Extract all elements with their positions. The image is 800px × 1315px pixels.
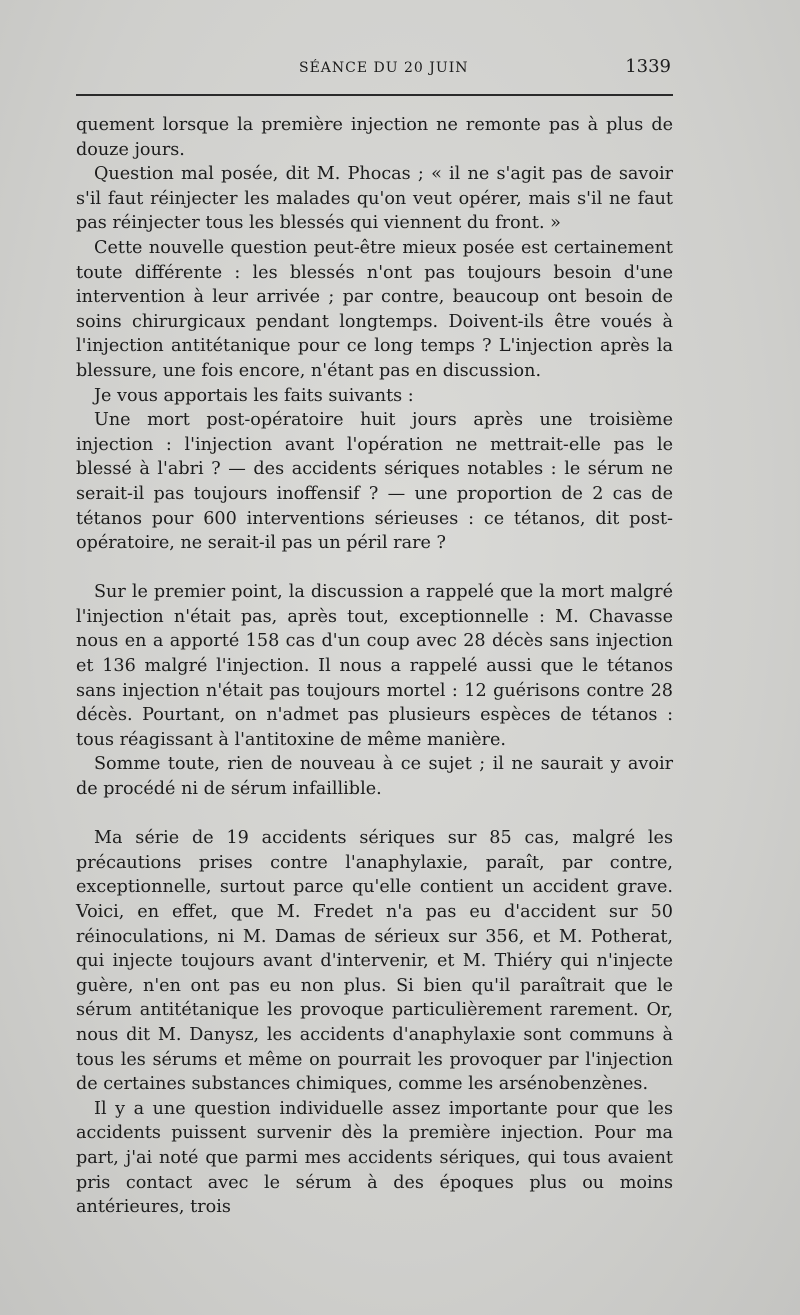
- header-rule: [76, 94, 673, 96]
- running-head: SÉANCE DU 20 JUIN: [299, 60, 469, 76]
- paragraph: quement lorsque la première injection ne remonte pas à plus de douze jours.: [76, 115, 673, 160]
- page-header: [76, 56, 673, 86]
- page-number: 1339: [625, 56, 671, 77]
- body-text: [76, 113, 673, 1220]
- paragraph: Une mort post-opératoire huit jours après une troisième injection : l'injection avant l'opération ne mettrait-elle pas le blessé à l'abri ? — des accidents sériques notables : le sérum ne serait-il pas toujours inoffensif ? — une proportion de 2 cas de tétanos pour 600 interventions sérieuses : ce tétanos, dit post-opératoire, ne serait-il pas un péril rare ?: [76, 410, 673, 554]
- section-gap: [76, 802, 673, 827]
- paragraph: Cette nouvelle question peut-être mieux posée est certainement toute différente : les blessés n'ont pas toujours besoin d'une intervention à leur arrivée ; par contre, beaucoup ont besoin de soins chirurgicaux pendant longtemps. Doivent-ils être voués à l'injection antitétanique pour ce long temps ? L'injection après la blessure, une fois encore, n'étant pas en discussion.: [76, 237, 673, 381]
- paragraph: Il y a une question individuelle assez importante pour que les accidents puissent survenir dès la première injection. Pour ma part, j'ai noté que parmi mes accidents sériques, qui tous avaient pris contact avec le sérum à des époques plus ou moins antérieures, trois: [76, 1098, 673, 1218]
- paragraph: Question mal posée, dit M. Phocas ; « il ne s'agit pas de savoir s'il faut réinjecter les malades qu'on veut opérer, mais s'il ne faut pas réinjecter tous les blessés qui viennent du front. »: [76, 164, 673, 234]
- paragraph: Je vous apportais les faits suivants :: [94, 385, 414, 406]
- paragraph: Sur le premier point, la discussion a rappelé que la mort malgré l'injection n'était pas, après tout, exceptionnelle : M. Chavasse nous en a apporté 158 cas d'un coup avec 28 décès sans injection et 136 malgré l'injection. Il nous a rappelé aussi que le tétanos sans injection n'était pas toujours mortel : 12 guérisons contre 28 décès. Pourtant, on n'admet pas plusieurs espèces de tétanos : tous réagissant à l'antitoxine de même manière.: [76, 582, 673, 750]
- paragraph: Somme toute, rien de nouveau à ce sujet ; il ne saurait y avoir de procédé ni de sérum infaillible.: [76, 754, 673, 800]
- paragraph: Ma série de 19 accidents sériques sur 85 cas, malgré les précautions prises contre l'anaphylaxie, paraît, par contre, exceptionnelle, surtout parce qu'elle contient un accident grave. Voici, en effet, que M. Fredet n'a pas eu d'accident sur 50 réinoculations, ni M. Damas de sérieux sur 356, et M. Potherat, qui injecte toujours avant d'intervenir, et M. Thiéry qui n'injecte guère, n'en ont pas eu non plus. Si bien qu'il paraîtrait que le sérum antitétanique les provoque particulièrement rarement. Or, nous dit M. Danysz, les accidents d'anaphylaxie sont communs à tous les sérums et même on pourrait les provoquer par l'injection de certaines substances chimiques, comme les arsénobenzènes.: [76, 828, 673, 1095]
- section-gap: [76, 556, 673, 581]
